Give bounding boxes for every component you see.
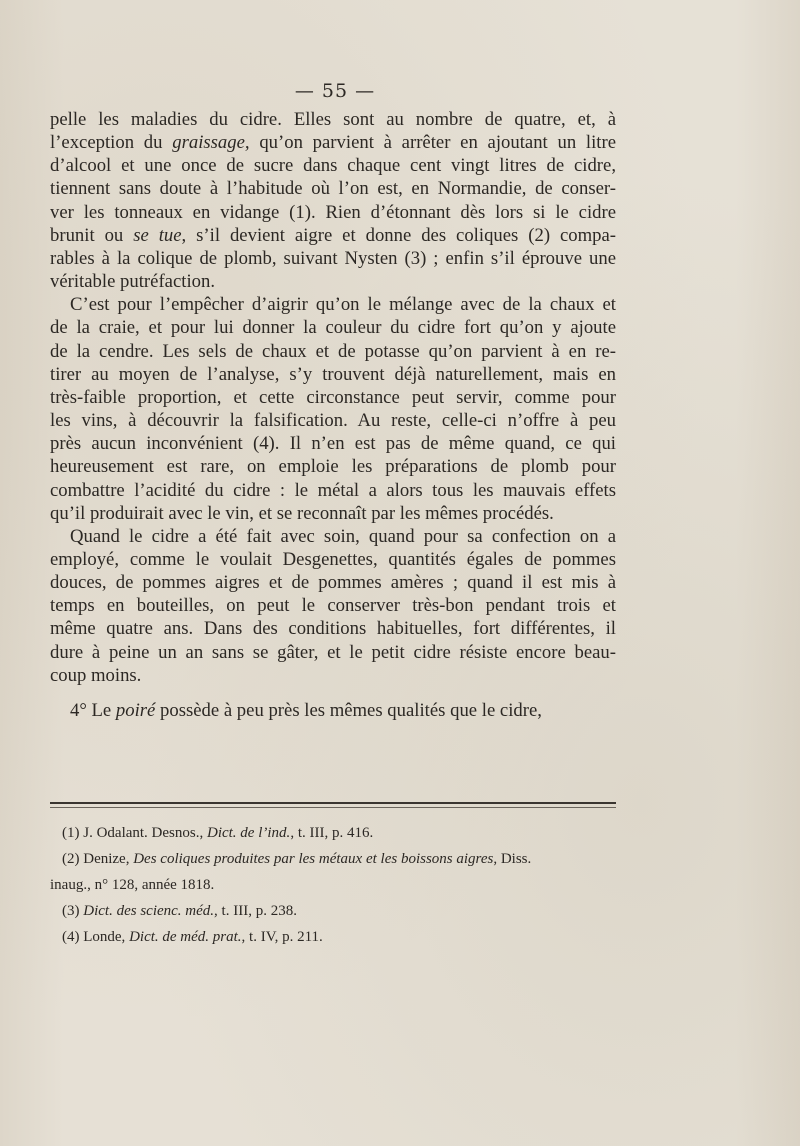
text-run: , t. IV, p. 211. xyxy=(241,929,323,945)
text-line xyxy=(50,270,616,293)
footnote-line xyxy=(50,872,616,898)
text-line xyxy=(50,363,616,386)
text-run: coup moins. xyxy=(50,664,142,686)
footnote xyxy=(50,820,616,846)
footnote xyxy=(50,898,616,924)
text-run: dure à peine un an sans se gâter, et le petit cidre résiste encore beau- xyxy=(50,641,616,663)
text-line xyxy=(50,340,616,363)
text-line xyxy=(50,131,616,154)
italic-run: Dict. de méd. prat. xyxy=(129,929,242,945)
text-line xyxy=(50,617,616,640)
paragraph xyxy=(50,108,616,293)
footnote-line xyxy=(50,846,616,872)
text-run: possède à peu près les mêmes qualités que le cidre, xyxy=(155,699,542,721)
text-run: (4) Londe, xyxy=(62,929,130,945)
text-line xyxy=(50,154,616,177)
text-line xyxy=(50,502,616,525)
text-run: , t. III, p. 238. xyxy=(214,903,297,919)
text-run: heureusement est rare, on emploie les préparations de plomb pour xyxy=(50,456,616,478)
italic-run: se tue xyxy=(133,224,182,246)
text-run: tirer au moyen de l’analyse, s’y trouvent déjà naturellement, mais en xyxy=(50,363,616,385)
footnote-separator xyxy=(50,802,616,808)
text-line xyxy=(50,571,616,594)
text-line xyxy=(50,525,616,548)
footnote xyxy=(50,846,616,898)
footnote-line xyxy=(50,898,616,924)
paragraph xyxy=(50,525,616,687)
page-number: — 55 — xyxy=(294,80,376,102)
italic-run: poiré xyxy=(115,699,156,721)
text-run: (3) xyxy=(62,903,84,919)
text-line xyxy=(50,548,616,571)
text-line xyxy=(50,409,616,432)
text-line xyxy=(50,386,616,409)
text-run: d’alcool et une once de sucre dans chaque cent vingt litres de cidre, xyxy=(50,155,616,177)
text-run: pelle les maladies du cidre. Elles sont au nombre de quatre, et, à xyxy=(50,109,616,130)
body-text xyxy=(50,108,616,722)
text-line xyxy=(50,455,616,478)
text-run: rables à la colique de plomb, suivant Nysten (3) ; enfin s’il éprouve une xyxy=(50,247,616,269)
text-run: qu’on parvient à arrêter en ajoutant un litre xyxy=(249,132,616,154)
text-run: très-faible proportion, et cette circonstance peut servir, comme pour xyxy=(50,386,616,408)
text-line xyxy=(50,594,616,617)
text-run: 4° Le xyxy=(70,699,116,721)
text-run: brunit ou xyxy=(50,224,134,246)
text-run: véritable putréfaction. xyxy=(50,271,215,293)
text-line xyxy=(50,316,616,339)
text-run: , s’il devient aigre et donne des coliques (2) compa- xyxy=(181,224,617,246)
text-run: (2) Denize, xyxy=(62,851,134,867)
text-line xyxy=(50,641,616,664)
text-run: ver les tonneaux en vidange (1). Rien d’étonnant dès lors si le cidre xyxy=(50,201,616,223)
text-line xyxy=(50,664,616,687)
text-line xyxy=(50,177,616,200)
text-run: les vins, à découvrir la falsification. Au reste, celle-ci n’offre à peu xyxy=(50,410,616,432)
text-line xyxy=(50,224,616,247)
text-line xyxy=(50,108,616,131)
text-run: C’est pour l’empêcher d’aigrir qu’on le mélange avec de la chaux et xyxy=(70,294,616,316)
text-line xyxy=(50,293,616,316)
text-run: (1) J. Odalant. Desnos., xyxy=(62,825,207,841)
italic-run: graissage, xyxy=(172,132,250,154)
text-run: près aucun inconvénient (4). Il n’en est pas de même quand, ce qui xyxy=(50,433,616,455)
text-run: Quand le cidre a été fait avec soin, quand pour sa confection on a xyxy=(70,525,616,547)
text-line xyxy=(50,479,616,502)
text-line xyxy=(50,432,616,455)
footnote xyxy=(50,924,616,950)
footnote-line xyxy=(50,924,616,950)
text-run: , Diss. xyxy=(493,851,532,867)
text-run: tiennent sans doute à l’habitude où l’on est, en Normandie, de conser- xyxy=(50,178,616,200)
text-run: inaug., n° 128, année 1818. xyxy=(50,877,215,893)
text-run: temps en bouteilles, on peut le conserver très-bon pendant trois et xyxy=(50,595,616,617)
paragraph xyxy=(50,293,616,525)
text-run: combattre l’acidité du cidre : le métal a alors tous les mauvais effets xyxy=(50,479,616,501)
text-run: , t. III, p. 416. xyxy=(290,825,374,841)
footnotes xyxy=(50,820,616,950)
text-line xyxy=(50,699,616,722)
text-line xyxy=(50,247,616,270)
text-run: de la cendre. Les sels de chaux et de potasse qu’on parvient à en re- xyxy=(50,340,616,362)
text-run: douces, de pommes aigres et de pommes amères ; quand il est mis à xyxy=(50,572,616,594)
paragraph xyxy=(50,699,616,722)
text-run: qu’il produirait avec le vin, et se reconnaît par les mêmes procédés. xyxy=(50,502,554,524)
text-line xyxy=(50,201,616,224)
footnote-line xyxy=(50,820,616,846)
italic-run: Dict. de l’ind. xyxy=(206,825,291,841)
italic-run: Dict. des scienc. méd. xyxy=(83,903,215,919)
text-run: employé, comme le voulait Desgenettes, quantités égales de pommes xyxy=(50,548,616,570)
text-run: même quatre ans. Dans des conditions habituelles, fort différentes, il xyxy=(50,618,616,640)
text-run: l’exception du xyxy=(50,132,173,154)
text-run: de la craie, et pour lui donner la couleur du cidre fort qu’on y ajoute xyxy=(50,317,616,339)
italic-run: Des coliques produites par les métaux et les boissons aigres xyxy=(133,851,494,867)
